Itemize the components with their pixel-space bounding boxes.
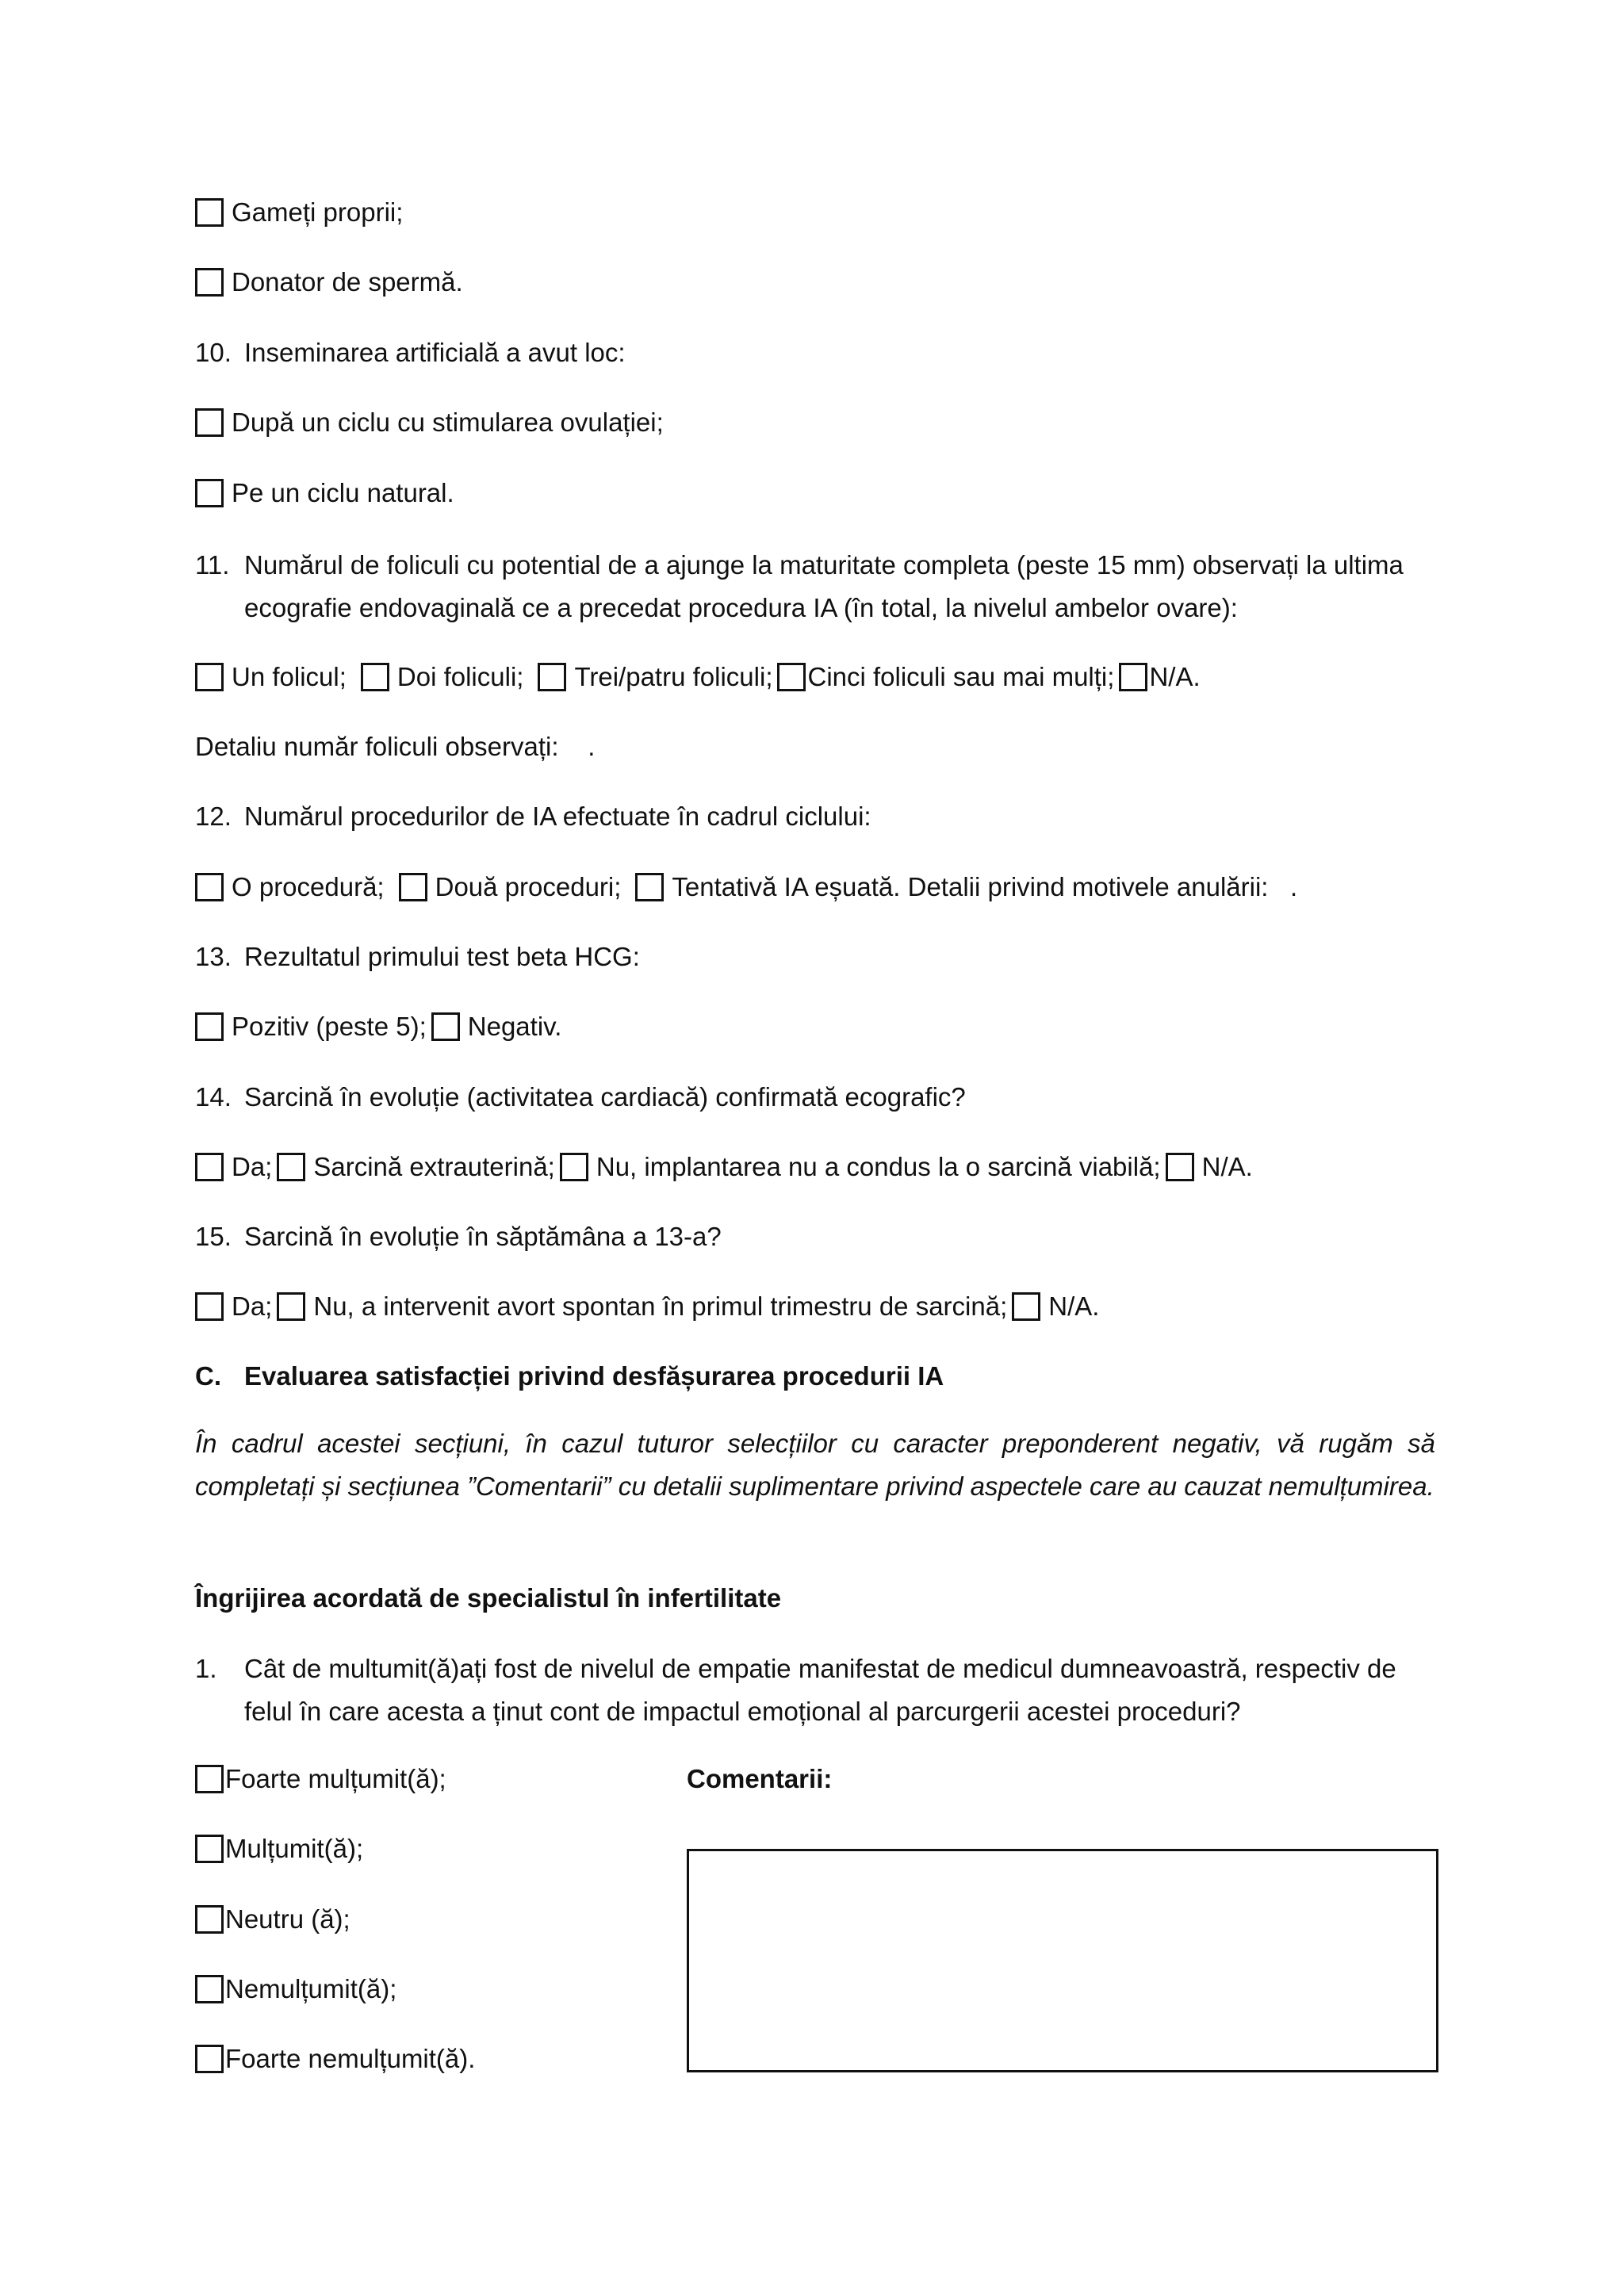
checkbox[interactable] [195,1012,224,1041]
checkbox[interactable] [277,1153,305,1181]
comments-label: Comentarii: [687,1764,833,1793]
checkbox[interactable] [1119,663,1147,691]
checkbox[interactable] [431,1012,460,1041]
checkbox[interactable] [195,873,224,901]
checkbox[interactable] [195,1292,224,1321]
question-number: 1. [195,1654,217,1683]
option-label: Sarcină extrauterină; [313,1152,555,1181]
option-label: Doi foliculi; [396,662,524,691]
option-label: Neutru (ă); [225,1904,350,1934]
question-text: Numărul de foliculi cu potential de a ajunge la maturitate completa (peste 15 mm) observați la ultima ecografie endovaginală ce a precedat procedura IA (în total, la nivelul ambelor ovare): [244,550,1404,622]
checkbox[interactable] [195,1153,224,1181]
checkbox[interactable] [195,1975,224,2003]
checkbox[interactable] [538,663,566,691]
checkbox[interactable] [195,1765,224,1793]
option-label: Da; [232,1292,273,1321]
detail-line: Detaliu număr foliculi observați: . [195,732,596,761]
checkbox[interactable] [1166,1153,1194,1181]
checkbox[interactable] [195,1905,224,1934]
question-15 [195,1219,1429,1255]
checkbox[interactable] [195,2045,224,2073]
subheading: Îngrijirea acordată de specialistul în infertilitate [195,1583,782,1613]
question-number: 15. [195,1222,232,1251]
question-text: Rezultatul primului test beta HCG: [244,942,640,971]
option-label: Foarte nemulțumit(ă). [225,2044,476,2073]
option-label: Tentativă IA eșuată. Detalii privind motivele anulării: . [672,872,1298,901]
option-label: N/A. [1048,1292,1100,1321]
question-13 [195,939,1429,975]
option-label: Nu, a intervenit avort spontan în primul trimestru de sarcină; [313,1292,1008,1321]
question-text: Numărul procedurilor de IA efectuate în cadrul ciclului: [244,802,871,831]
option-label: Foarte mulțumit(ă); [225,1764,446,1793]
option-label: N/A. [1201,1152,1253,1181]
question-number: 11. [195,550,230,580]
checkbox-option[interactable] [195,2041,671,2077]
question-c1 [195,1647,1435,1735]
option-label: N/A. [1149,662,1201,691]
question-number: 14. [195,1082,232,1112]
checkbox-option[interactable] [195,1901,671,1938]
question-text: Cât de multumit(ă)ați fost de nivelul de empatie manifestat de medicul dumneavoastră, respectiv de felul în care acesta a ținut cont de impactul emoțional al parcurgerii acestei proceduri? [244,1654,1396,1726]
option-label: Mulțumit(ă); [225,1834,364,1863]
question-number: 13. [195,942,232,971]
option-label: Da; [232,1152,273,1181]
comments-textbox[interactable] [687,1849,1438,2072]
options-row-q14 [195,1149,1429,1185]
option-label: Negativ. [467,1012,562,1041]
checkbox[interactable] [195,663,224,691]
checkbox[interactable] [195,198,224,227]
question-11 [195,544,1435,631]
checkbox[interactable] [277,1292,305,1321]
option-label: Pozitiv (peste 5); [232,1012,427,1041]
checkbox[interactable] [195,268,224,297]
option-label: După un ciclu cu stimularea ovulației; [232,408,664,437]
section-letter: C. [195,1361,221,1391]
option-label: Nu, implantarea nu a condus la o sarcină viabilă; [596,1152,1161,1181]
question-12 [195,798,1429,835]
question-text: Inseminarea artificială a avut loc: [244,338,626,367]
option-label: Gameți proprii; [232,197,404,227]
options-row-q12 [195,869,1429,905]
checkbox[interactable] [361,663,389,691]
option-label: Donator de spermă. [232,267,463,297]
checkbox[interactable] [399,873,427,901]
question-text: Sarcină în evoluție în săptămâna a 13-a? [244,1222,722,1251]
section-title: Evaluarea satisfacției privind desfășurarea procedurii IA [244,1361,944,1391]
options-row-q13 [195,1008,1429,1045]
option-label: Un folicul; [232,662,347,691]
checkbox[interactable] [635,873,664,901]
options-row-q11 [195,659,1429,695]
option-label: Pe un ciclu natural. [232,478,454,507]
option-label: Două proceduri; [435,872,622,901]
checkbox[interactable] [195,479,224,507]
checkbox-option[interactable] [195,1831,671,1867]
checkbox-option[interactable] [195,404,1429,441]
checkbox-option[interactable] [195,475,1429,511]
checkbox[interactable] [195,1835,224,1863]
section-intro: În cadrul acestei secțiuni, în cazul tuturor selecțiilor cu caracter preponderent negativ, vă rugăm să completați și secțiunea ”Comentarii” cu detalii suplimentare privind aspectele care au cauzat nemulțumirea. [195,1429,1435,1501]
question-text: Sarcină în evoluție (activitatea cardiacă) confirmată ecografic? [244,1082,966,1112]
question-10 [195,335,1429,371]
checkbox-option[interactable] [195,1971,671,2007]
section-heading [195,1358,1429,1395]
checkbox[interactable] [777,663,806,691]
question-14 [195,1079,1429,1115]
option-label: Trei/patru foliculi; [574,662,773,691]
checkbox-option[interactable] [195,1761,671,1797]
checkbox[interactable] [1012,1292,1040,1321]
options-row-q15 [195,1288,1429,1325]
checkbox[interactable] [195,408,224,437]
question-number: 12. [195,802,232,831]
option-label: O procedură; [232,872,385,901]
question-number: 10. [195,338,232,367]
checkbox-option[interactable] [195,194,1429,231]
checkbox[interactable] [560,1153,588,1181]
option-label: Cinci foliculi sau mai mulți; [807,662,1115,691]
option-label: Nemulțumit(ă); [225,1974,397,2003]
checkbox-option[interactable] [195,264,1429,300]
